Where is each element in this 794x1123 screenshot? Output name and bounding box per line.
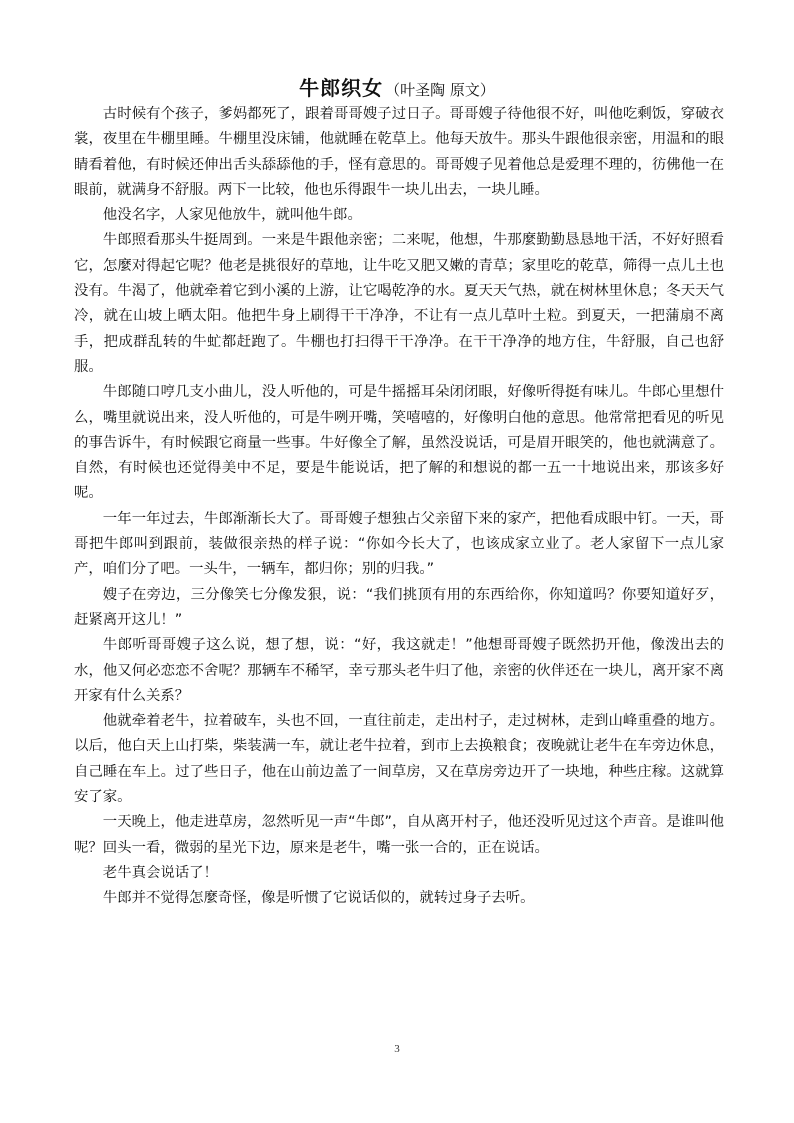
paragraph: 一年一年过去，牛郎渐渐长大了。哥哥嫂子想独占父亲留下来的家产，把他看成眼中钉。一天，哥哥把牛郎叫到跟前，装做很亲热的样子说：“你如今长大了，也该成家立业了。老人家留下一点儿家产，咱们分了吧。一头牛，一辆车，都归你；别的归我。” (74, 510, 724, 578)
paragraph: 嫂子在旁边，三分像笑七分像发狠，说：“我们挑顶有用的东西给你，你知道吗？你要知道好歹，赶紧离开这儿！” (74, 586, 724, 628)
paragraph: 牛郎听哥哥嫂子这么说，想了想，说：“好，我这就走！”他想哥哥嫂子既然扔开他，像泼出去的水，他又何必恋恋不舍呢？那辆车不稀罕，幸亏那头老牛归了他，亲密的伙伴还在一块儿，离开家不离开家有什么关系？ (74, 637, 724, 704)
paragraph: 他没名字，人家见他放牛，就叫他牛郎。 (102, 207, 362, 224)
paragraph: 一天晚上，他走进草房，忽然听见一声“牛郎”，自从离开村子，他还没听见过这个声音。是谁叫他呢？回头一看，微弱的星光下边，原来是老牛，嘴一张一合的，正在说话。 (74, 814, 724, 856)
document-body (74, 102, 724, 912)
paragraph: 牛郎照看那头牛挺周到。一来是牛跟他亲密；二来呢，他想，牛那麼勤勤恳恳地干活，不好好照看它，怎麼对得起它呢？他老是挑很好的草地，让牛吃又肥又嫩的青草；家里吃的乾草，筛得一点儿土也没有。牛渴了，他就牵着它到小溪的上游，让它喝乾净的水。夏天天气热，就在树林里休息；冬天天气冷，就在山坡上晒太阳。他把牛身上刷得干干净净，不让有一点儿草叶土粒。到夏天，一把蒲扇不离手，把成群乱转的牛虻都赶跑了。牛棚也打扫得干干净净。在干干净净的地方住，牛舒服，自己也舒服。 (74, 232, 724, 375)
document-title: 牛郎织女 (299, 76, 384, 100)
paragraph: 他就牵着老牛，拉着破车，头也不回，一直往前走，走出村子，走过树林，走到山峰重叠的地方。以后，他白天上山打柴，柴装满一车，就让老牛拉着，到市上去换粮食；夜晚就让老牛在车旁边休息，自己睡在车上。过了些日子，他在山前边盖了一间草房，又在草房旁边开了一块地，种些庄稼。这就算安了家。 (74, 713, 724, 806)
paragraph: 牛郎并不觉得怎麼奇怪，像是听惯了它说话似的，就转过身子去听。 (102, 890, 535, 907)
paragraph: 老牛真会说话了！ (102, 864, 218, 881)
document-subtitle: （叶圣陶 原文） (385, 81, 495, 99)
paragraph: 古时候有个孩子，爹妈都死了，跟着哥哥嫂子过日子。哥哥嫂子待他很不好，叫他吃剩饭，穿破衣裳，夜里在牛棚里睡。牛棚里没床铺，他就睡在乾草上。他每天放牛。那头牛跟他很亲密，用温和的眼睛看着他，有时候还伸出舌头舔舔他的手，怪有意思的。哥哥嫂子见着他总是爱理不理的，彷佛他一在眼前，就满身不舒服。两下一比较，他也乐得跟牛一块儿出去，一块儿睡。 (74, 106, 724, 198)
paragraph: 牛郎随口哼几支小曲儿，没人听他的，可是牛摇摇耳朵闭闭眼，好像听得挺有味儿。牛郎心里想什么，嘴里就说出来，没人听他的，可是牛咧开嘴，笑嘻嘻的，好像明白他的意思。他常常把看见的听见的事告诉牛，有时候跟它商量一些事。牛好像全了解，虽然没说话，可是眉开眼笑的，他也就满意了。自然，有时候也还觉得美中不足，要是牛能说话，把了解的和想说的都一五一十地说出来，那该多好呢。 (74, 384, 724, 502)
title-line (0, 74, 794, 104)
page-number: 3 (394, 1043, 400, 1055)
